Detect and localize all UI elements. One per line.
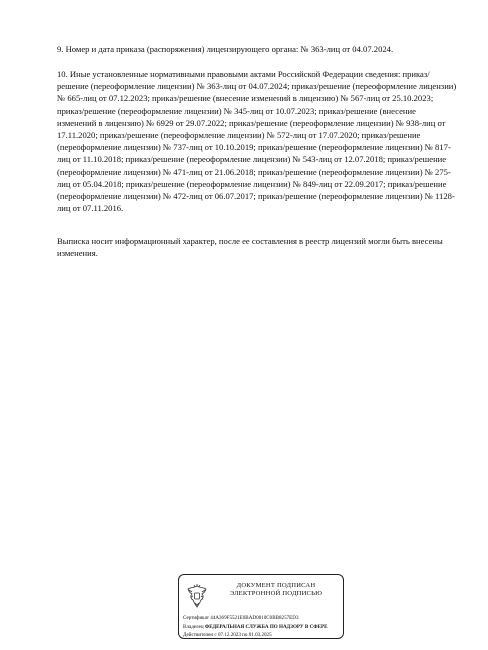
stamp-title-line2: ЭЛЕКТРОННОЙ ПОДПИСЬЮ <box>229 590 323 597</box>
owner-value: ФЕДЕРАЛЬНАЯ СЛУЖБА ПО НАДЗОРУ В СФЕРЕ <box>204 624 328 630</box>
stamp-title-line1: ДОКУМЕНТ ПОДПИСАН <box>236 582 316 589</box>
certificate-label: Сертификат <box>183 615 209 621</box>
certificate-value: 44A369F5521E0BAD0810C0BB8257ED3 <box>210 615 299 621</box>
order-number-paragraph: 9. Номер и дата приказа (распоряжения) лицензирующего органа: № 363-лиц от 04.07.2024. <box>57 44 394 54</box>
owner-row <box>183 624 328 630</box>
certificate-row <box>183 615 299 621</box>
additional-info-paragraph: 10. Иные установленные нормативными правовыми актами Российской Федерации сведения: приказ/решение (переоформление лицензии) № 363-лиц от 04.07.2024; приказ/решение (переоформление лицензии) № 665-лиц от 07.12.2023; приказ/решение (внесение изменений в лицензию) № 567-лиц от 25.10.2023; приказ/решение (переоформление лицензии) № 345-лиц от 10.07.2023; приказ/решение (внесение изменений в лицензию) № 6929 от 29.07.2022; приказ/решение (переоформление лицензии) № 938-лиц от 17.11.2020; приказ/решение (переоформление лицензии) № 572-лиц от 17.07.2020; приказ/решение (переоформление лицензии) № 737-лиц от 10.10.2019; приказ/решение (переоформление лицензии) № 817-лиц от 11.10.2018; приказ/решение (переоформление лицензии) № 543-лиц от 12.07.2018; приказ/решение (переоформление лицензии) № 471-лиц от 21.06.2018; приказ/решение (переоформление лицензии) № 275-лиц от 05.04.2018; приказ/решение (переоформление лицензии) № 849-лиц от 22.09.2017; приказ/решение (переоформление лицензии) № 472-лиц от 06.07.2017; приказ/решение (переоформление лицензии) № 1128-лиц от 07.11.2016. <box>57 69 457 214</box>
validity-row: Действителен с 07.12.2023 по 01.03.2025 <box>183 632 272 638</box>
stamp-title <box>211 582 341 598</box>
electronic-signature-stamp <box>178 574 344 639</box>
coat-of-arms-icon <box>185 583 209 609</box>
disclaimer-paragraph: Выписка носит информационный характер, после ее составления в реестр лицензий могли быть внесены изменения. <box>57 236 443 259</box>
owner-label: Владелец <box>183 624 204 630</box>
